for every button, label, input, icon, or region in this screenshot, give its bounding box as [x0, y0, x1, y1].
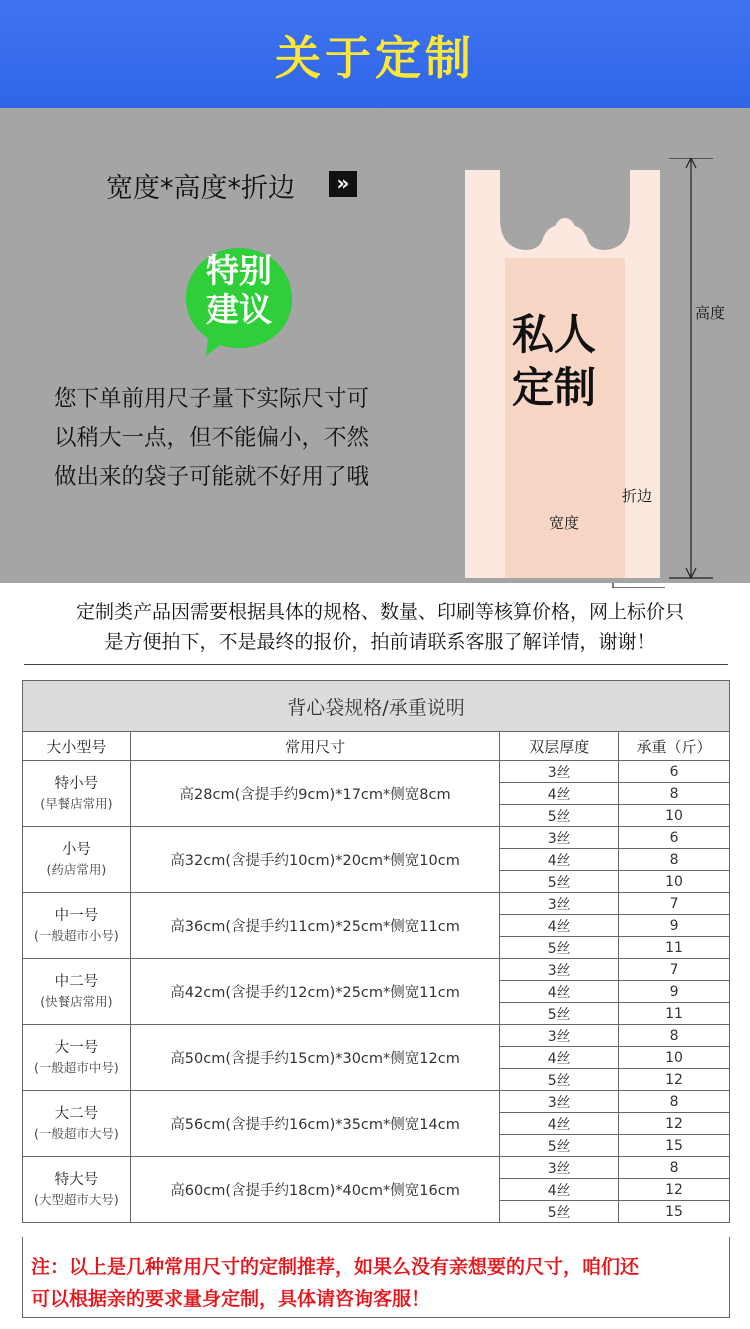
thickness-cell: 3丝 [500, 761, 619, 783]
load-cell: 12 [619, 1179, 730, 1201]
header-title: 关于定制 [275, 31, 475, 85]
size-cell: 高28cm(含提手约9cm)*17cm*侧宽8cm [130, 761, 499, 827]
table-row [23, 1091, 730, 1113]
table-caption-row [23, 681, 730, 732]
model-note: (药店常用) [46, 861, 107, 877]
thickness-cell: 4丝 [500, 981, 619, 1003]
thickness-cell: 4丝 [500, 783, 619, 805]
model-cell [23, 1157, 131, 1223]
bag-print-text [512, 308, 616, 414]
suggest-line-1: 特别 [206, 251, 272, 290]
thickness-cell: 3丝 [500, 893, 619, 915]
table-row [23, 959, 730, 981]
width-label: 宽度 [549, 514, 580, 532]
spec-table [22, 680, 730, 1223]
model-name: 中一号 [54, 907, 99, 924]
header-size: 常用尺寸 [130, 732, 499, 761]
load-cell: 10 [619, 871, 730, 893]
load-cell: 6 [619, 761, 730, 783]
model-note: (一般超市小号) [34, 927, 119, 943]
size-cell: 高32cm(含提手约10cm)*20cm*侧宽10cm [130, 827, 499, 893]
model-name: 中二号 [54, 973, 99, 990]
thickness-cell: 5丝 [500, 805, 619, 827]
size-cell: 高50cm(含提手约15cm)*30cm*侧宽12cm [130, 1025, 499, 1091]
load-cell: 8 [619, 783, 730, 805]
thickness-cell: 4丝 [500, 915, 619, 937]
header-model: 大小型号 [23, 732, 131, 761]
load-cell: 8 [619, 1157, 730, 1179]
table-caption: 背心袋规格/承重说明 [23, 681, 730, 732]
header-banner [0, 0, 750, 108]
thickness-cell: 3丝 [500, 959, 619, 981]
model-cell [23, 1091, 131, 1157]
customization-panel [0, 108, 750, 583]
header-thickness: 双层厚度 [500, 732, 619, 761]
load-cell: 7 [619, 893, 730, 915]
table-row [23, 761, 730, 783]
thickness-cell: 5丝 [500, 1003, 619, 1025]
table-header-row [23, 732, 730, 761]
thickness-cell: 4丝 [500, 849, 619, 871]
thickness-cell: 5丝 [500, 1135, 619, 1157]
model-note: (一般超市中号) [34, 1059, 119, 1075]
model-note: (快餐店常用) [40, 993, 113, 1009]
thickness-cell: 5丝 [500, 871, 619, 893]
table-row [23, 893, 730, 915]
table-row [23, 827, 730, 849]
model-name: 大一号 [54, 1039, 99, 1056]
model-cell [23, 827, 131, 893]
load-cell: 7 [619, 959, 730, 981]
model-name: 特小号 [54, 775, 99, 792]
load-cell: 9 [619, 915, 730, 937]
load-cell: 8 [619, 849, 730, 871]
model-note: (早餐店常用) [40, 795, 113, 811]
load-cell: 10 [619, 1047, 730, 1069]
size-cell: 高42cm(含提手约12cm)*25cm*侧宽11cm [130, 959, 499, 1025]
advice-line-1: 您下单前用尺子量下实际尺寸可 [54, 386, 370, 412]
footer-note [22, 1237, 730, 1318]
load-cell: 10 [619, 805, 730, 827]
table-row [23, 1157, 730, 1179]
load-cell: 15 [619, 1135, 730, 1157]
thickness-cell: 5丝 [500, 1069, 619, 1091]
load-cell: 8 [619, 1025, 730, 1047]
suggest-label [183, 251, 295, 329]
model-cell [23, 959, 131, 1025]
advice-text [54, 380, 404, 497]
price-notice [24, 597, 736, 657]
thickness-cell: 4丝 [500, 1113, 619, 1135]
load-cell: 12 [619, 1069, 730, 1091]
footer-line-2: 可以根据亲的要求量身定制，具体请咨询客服！ [31, 1288, 431, 1310]
advice-line-3: 做出来的袋子可能就不好用了哦 [54, 464, 370, 490]
load-cell: 12 [619, 1113, 730, 1135]
size-cell: 高56cm(含提手约16cm)*35cm*侧宽14cm [130, 1091, 499, 1157]
notice-line-1: 定制类产品因需要根据具体的规格、数量、印刷等核算价格，网上标价只 [75, 601, 684, 623]
notice-line-2: 是方便拍下，不是最终的报价，拍前请联系客服了解详情，谢谢！ [104, 631, 656, 653]
model-note: (一般超市大号) [34, 1125, 119, 1141]
model-name: 小号 [61, 841, 91, 858]
divider [24, 664, 728, 665]
model-cell [23, 761, 131, 827]
thickness-cell: 3丝 [500, 1025, 619, 1047]
model-cell [23, 1025, 131, 1091]
size-cell: 高60cm(含提手约18cm)*40cm*侧宽16cm [130, 1157, 499, 1223]
double-arrow-icon: » [329, 171, 357, 197]
thickness-cell: 5丝 [500, 1201, 619, 1223]
thickness-cell: 5丝 [500, 937, 619, 959]
load-cell: 6 [619, 827, 730, 849]
thickness-cell: 4丝 [500, 1179, 619, 1201]
header-load: 承重（斤） [619, 732, 730, 761]
model-cell [23, 893, 131, 959]
thickness-cell: 4丝 [500, 1047, 619, 1069]
model-name: 大二号 [54, 1105, 99, 1122]
spec-title: 宽度*高度*折边 [106, 173, 295, 204]
size-cell: 高36cm(含提手约11cm)*25cm*侧宽11cm [130, 893, 499, 959]
thickness-cell: 3丝 [500, 827, 619, 849]
model-name: 特大号 [54, 1171, 99, 1188]
footer-line-1: 注：以上是几种常用尺寸的定制推荐，如果么没有亲想要的尺寸，咱们还 [31, 1256, 640, 1278]
model-note: (大型超市大号) [34, 1191, 119, 1207]
height-label: 高度 [695, 304, 726, 322]
bag-line-2: 定制 [512, 363, 597, 412]
load-cell: 15 [619, 1201, 730, 1223]
thickness-cell: 3丝 [500, 1091, 619, 1113]
load-cell: 11 [619, 937, 730, 959]
bag-line-1: 私人 [512, 310, 597, 359]
load-cell: 11 [619, 1003, 730, 1025]
load-cell: 8 [619, 1091, 730, 1113]
table-row [23, 1025, 730, 1047]
suggest-line-2: 建议 [206, 290, 272, 329]
thickness-cell: 3丝 [500, 1157, 619, 1179]
load-cell: 9 [619, 981, 730, 1003]
fold-label: 折边 [622, 487, 653, 505]
advice-line-2: 以稍大一点，但不能偏小，不然 [54, 425, 370, 451]
